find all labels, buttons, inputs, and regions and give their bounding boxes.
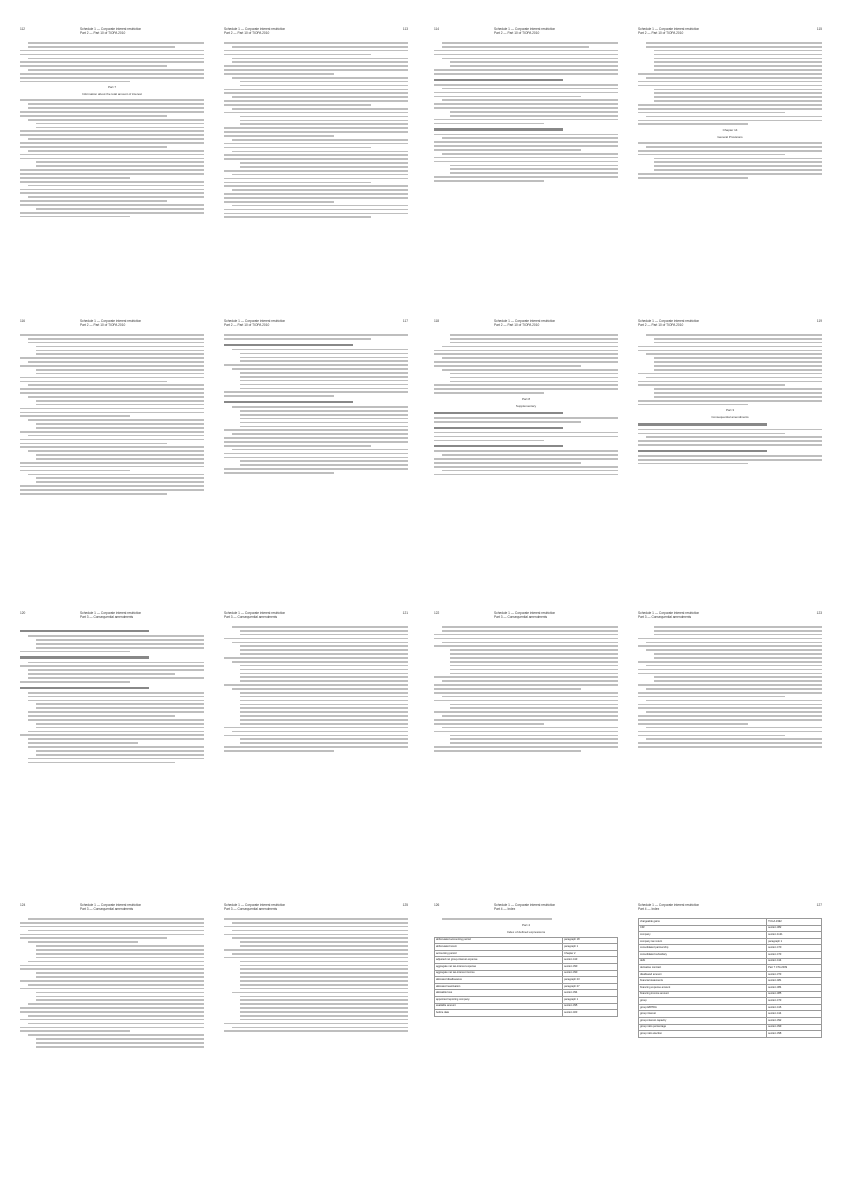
index-reference: section 413 [563,957,618,964]
part-heading: Part 3 [725,408,734,413]
index-term: abbreviated return [435,944,563,951]
index-term: financing expense amount [639,984,767,991]
part-subheading: Index of defined expressions [506,929,546,934]
page-124 [14,896,210,1166]
header-title: Schedule 1 — Corporate interest restriction [638,903,700,907]
index-reference: paragraph 27 [563,983,618,990]
table-row [639,1017,822,1024]
page-number: 122 [434,611,440,615]
header-title: Schedule 1 — Corporate interest restriction [224,27,286,31]
index-term: abbreviated accounting period [435,937,563,944]
header-subtitle: Part 2 — Part 10 of TIOPA 2010 [638,322,684,327]
index-term: financial statements [639,978,767,985]
header-subtitle: Part 2 — Part 10 of TIOPA 2010 [80,30,126,35]
page-body [224,42,408,284]
index-term: CIR [639,925,767,932]
page-body [638,42,822,284]
table-row [639,965,822,972]
header-subtitle: Part 2 — Part 10 of TIOPA 2010 [494,30,540,35]
table-row [435,944,618,951]
table-row [435,957,618,964]
index-reference: paragraph 1 [563,997,618,1004]
page-125 [218,896,414,1166]
page-126 [428,896,624,1166]
index-reference: section 384 [767,984,822,991]
index-term: available amount [435,1003,563,1010]
table-row [639,932,822,939]
index-table [638,918,822,1038]
header-title: Schedule 1 — Corporate interest restriction [638,27,700,31]
header-subtitle: Part 3 — Consequential amendments [224,906,278,911]
page-body [434,626,618,868]
page-body [20,42,204,284]
page-body [20,626,204,868]
table-row [639,984,822,991]
index-reference: section 382 [767,925,822,932]
index-reference: section 1121 [767,932,822,939]
header-title: Schedule 1 — Corporate interest restriction [638,611,700,615]
header-subtitle: Part 2 — Part 10 of TIOPA 2010 [638,30,684,35]
header-title: Schedule 1 — Corporate interest restriction [638,319,700,323]
header-subtitle: Part 3 — Consequential amendments [224,614,278,619]
page-number: 121 [402,611,408,615]
index-reference: section 392 [767,1017,822,1024]
index-term: consolidated subsidiary [639,951,767,958]
page-body [434,42,618,284]
table-row [435,950,618,957]
page-number: 114 [434,27,440,31]
table-row [435,1010,618,1017]
index-reference: section 414 [767,958,822,965]
index-reference: section 481 [767,978,822,985]
table-row [435,970,618,977]
page-number: 112 [20,27,26,31]
table-row [639,1004,822,1011]
page-119 [632,312,828,582]
index-term: derivative contract [639,965,767,972]
index-reference: paragraph 1 [563,944,618,951]
index-term: before date [435,1010,563,1017]
index-reference: Chapter 2 [563,950,618,957]
index-term: adjusted net group-interest expense [435,957,563,964]
page-127 [632,896,828,1166]
table-row [639,1011,822,1018]
index-reference: section 473 [767,998,822,1005]
table-row [435,1003,618,1010]
table-row [639,1024,822,1031]
index-term: appointed reporting company [435,997,563,1004]
page-body [20,334,204,576]
table-row [639,925,822,932]
table-row [435,937,618,944]
header-subtitle: Part 3 — Consequential amendments [494,614,548,619]
part-subheading: Consequential amendments [711,415,749,420]
page-number: 118 [434,319,440,323]
part-heading: Part 8 [521,396,530,401]
part-heading: Part 7 [107,85,116,90]
index-reference: Part 7 CTA 2009 [767,965,822,972]
header-title: Schedule 1 — Corporate interest restriction [494,319,556,323]
page-number: 117 [402,319,408,323]
index-reference: section 403 [563,1010,618,1017]
page-123 [632,604,828,874]
index-reference: TCGA 1992 [767,919,822,926]
table-row [435,983,618,990]
index-term: aggregate net tax-interest expense [435,964,563,971]
index-reference: section 390 [563,964,618,971]
part-heading: Part 4 [521,922,530,927]
header-title: Schedule 1 — Corporate interest restriction [494,611,556,615]
page-number: 119 [816,319,822,323]
table-row [435,990,618,997]
page-body [434,918,618,1160]
chapter-subheading: General Provisions [717,135,743,140]
page-body [638,918,822,1160]
page-number: 123 [816,611,822,615]
page-body [638,626,822,868]
index-term: aggregate net tax-interest income [435,970,563,977]
page-number: 127 [816,903,822,907]
index-reference: section 473 [767,951,822,958]
index-reference: section 399 [767,1024,822,1031]
header-subtitle: Part 2 — Part 10 of TIOPA 2010 [494,322,540,327]
header-subtitle: Part 3 — Consequential amendments [638,614,692,619]
page-112 [14,20,210,290]
page-body [638,334,822,576]
table-row [639,1031,822,1038]
page-body [20,918,204,1160]
page-122 [428,604,624,874]
header-subtitle: Part 3 — Consequential amendments [80,906,134,911]
page-number: 116 [20,319,26,323]
table-row [639,945,822,952]
index-reference: paragraph 23 [563,977,618,984]
index-table [434,937,618,1017]
header-subtitle: Part 2 — Part 10 of TIOPA 2010 [80,322,126,327]
header-subtitle: Part 4 — Index [494,906,516,911]
table-row [435,997,618,1004]
table-row [639,938,822,945]
table-row [639,951,822,958]
index-term: debt [639,958,767,965]
index-term: group interest [639,1011,767,1018]
header-title: Schedule 1 — Corporate interest restriction [80,903,142,907]
chapter-heading: Chapter 14 [722,128,738,133]
section-heading: Information about the total amount of interest [82,92,142,97]
header-title: Schedule 1 — Corporate interest restriction [224,903,286,907]
index-reference: section 416 [767,1004,822,1011]
index-term: company [639,932,767,939]
header-subtitle: Part 2 — Part 10 of TIOPA 2010 [224,322,270,327]
page-body [434,334,618,576]
page-120 [14,604,210,874]
header-subtitle: Part 3 — Consequential amendments [80,614,134,619]
index-term: allowable loss [435,990,563,997]
index-reference: section 395 [563,1003,618,1010]
page-body [224,626,408,868]
index-term: company tax return [639,938,767,945]
page-114 [428,20,624,290]
header-title: Schedule 1 — Corporate interest restriction [80,27,142,31]
page-body [224,918,408,1160]
index-term: disallowed amount [639,971,767,978]
table-row [639,991,822,998]
page-117 [218,312,414,582]
page-number: 113 [402,27,408,31]
page-121 [218,604,414,874]
index-term: group-interest capacity [639,1017,767,1024]
index-reference: paragraph 1 [767,938,822,945]
index-reference: section 373 [767,971,822,978]
header-title: Schedule 1 — Corporate interest restriction [224,319,286,323]
index-reference: section 414 [767,1011,822,1018]
index-reference: section 470 [767,945,822,952]
index-term: chargeable gains [639,919,767,926]
header-title: Schedule 1 — Corporate interest restriction [80,319,142,323]
index-term: group EBITDA [639,1004,767,1011]
index-term: consolidated partnership [639,945,767,952]
index-reference: section 398 [767,1031,822,1038]
table-row [639,919,822,926]
part-subheading: Supplementary [515,403,537,408]
index-term: group [639,998,767,1005]
index-reference: section 390 [563,970,618,977]
page-number: 124 [20,903,26,907]
index-term: accounting period [435,950,563,957]
page-number: 120 [20,611,26,615]
table-row [639,978,822,985]
page-number: 126 [434,903,440,907]
table-row [639,971,822,978]
index-reference: section 385 [767,991,822,998]
page-number: 115 [816,27,822,31]
header-title: Schedule 1 — Corporate interest restriction [494,903,556,907]
page-115 [632,20,828,290]
index-term: group ratio percentage [639,1024,767,1031]
table-row [435,964,618,971]
index-reference: section 394 [563,990,618,997]
page-113 [218,20,414,290]
page-118 [428,312,624,582]
index-term: allocated disallowance [435,977,563,984]
header-subtitle: Part 4 — Index [638,906,660,911]
index-term: allocated reactivation [435,983,563,990]
index-term: group ratio election [639,1031,767,1038]
page-number: 125 [402,903,408,907]
header-subtitle: Part 2 — Part 10 of TIOPA 2010 [224,30,270,35]
header-title: Schedule 1 — Corporate interest restriction [224,611,286,615]
index-reference: paragraph 18 [563,937,618,944]
index-term: financing income amount [639,991,767,998]
page-body [224,334,408,576]
table-row [435,977,618,984]
header-title: Schedule 1 — Corporate interest restriction [80,611,142,615]
table-row [639,958,822,965]
page-116 [14,312,210,582]
table-row [639,998,822,1005]
header-title: Schedule 1 — Corporate interest restriction [494,27,556,31]
